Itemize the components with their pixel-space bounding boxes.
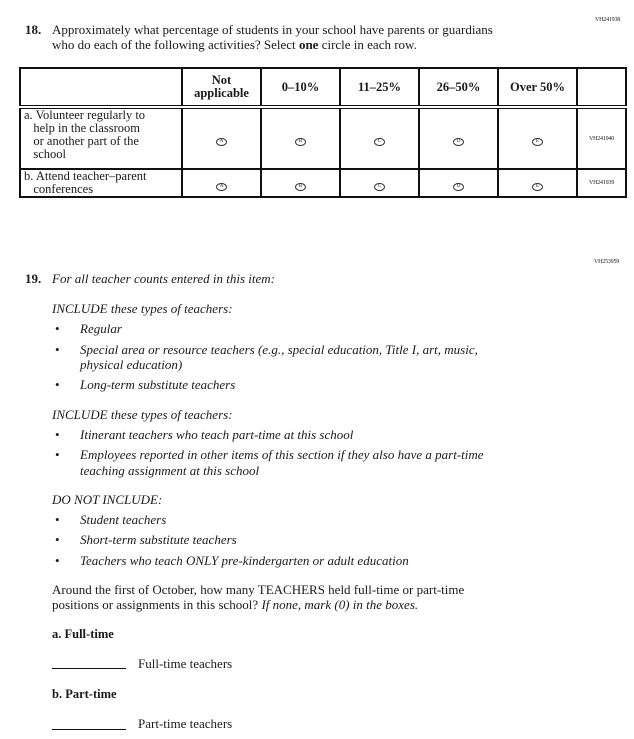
row-label: a. Volunteer regularly to help in the classroom or another part of the school — [20, 107, 182, 169]
part-time-input[interactable] — [52, 729, 126, 730]
column-header: Over 50% — [498, 68, 577, 107]
list-item: physical education) — [80, 357, 183, 372]
include-heading: INCLUDE these types of teachers: — [52, 407, 233, 422]
bullet-icon: • — [55, 427, 60, 442]
bullet-icon: • — [55, 553, 60, 568]
bullet-icon: • — [55, 447, 60, 462]
bullet-icon: • — [55, 377, 60, 392]
question-text: Approximately what percentage of students in your school have parents or guardians who do each of the following activities? Select one circle in each row. — [52, 22, 493, 52]
radio-e[interactable]: E — [532, 138, 543, 146]
table-row — [20, 169, 626, 197]
radio-a[interactable]: A — [216, 138, 227, 146]
intro-text: For all teacher counts entered in this item: — [52, 271, 275, 286]
radio-c[interactable]: C — [374, 138, 385, 146]
row-code: VH241940 — [577, 107, 626, 169]
question-number: 18. — [25, 22, 42, 37]
list-item: teaching assignment at this school — [80, 463, 260, 478]
question-text: Around the first of October, how many TEACHERS held full-time or part-time positions or assignments in this school? If none, mark (0) in the boxes. — [52, 582, 465, 612]
radio-e[interactable]: E — [532, 183, 543, 191]
column-header: 11–25% — [340, 68, 419, 107]
radio-b[interactable]: B — [295, 138, 306, 146]
item-code: VH241938 — [595, 17, 621, 23]
response-table — [19, 67, 627, 198]
include-heading: INCLUDE these types of teachers: — [52, 301, 233, 316]
part-time-label: b. Part-time — [52, 687, 117, 701]
list-item: Long-term substitute teachers — [80, 377, 236, 392]
full-time-label: a. Full-time — [52, 627, 114, 641]
table-row — [20, 107, 626, 169]
item-code: VH253959 — [594, 259, 620, 265]
full-time-input[interactable] — [52, 668, 126, 669]
list-item: Employees reported in other items of this section if they also have a part-time — [80, 447, 484, 462]
radio-b[interactable]: B — [295, 183, 306, 191]
bullet-icon: • — [55, 532, 60, 547]
list-item: Special area or resource teachers (e.g., special education, Title I, art, music, — [80, 342, 478, 357]
radio-a[interactable]: A — [216, 183, 227, 191]
row-code: VH241939 — [577, 169, 626, 197]
list-item: Teachers who teach ONLY pre-kindergarten or adult education — [80, 553, 409, 568]
column-header: 26–50% — [419, 68, 498, 107]
radio-c[interactable]: C — [374, 183, 385, 191]
row-label: b. Attend teacher–parent conferences — [20, 169, 182, 197]
part-time-unit: Part-time teachers — [138, 716, 233, 731]
list-item: Short-term substitute teachers — [80, 532, 237, 547]
full-time-unit: Full-time teachers — [138, 656, 233, 671]
list-item: Regular — [80, 321, 122, 336]
bullet-icon: • — [55, 342, 60, 357]
bullet-icon: • — [55, 512, 60, 527]
list-item: Itinerant teachers who teach part-time at this school — [80, 427, 354, 442]
list-item: Student teachers — [80, 512, 167, 527]
column-header: 0–10% — [261, 68, 340, 107]
radio-d[interactable]: D — [453, 183, 464, 191]
column-header: Not applicable — [182, 68, 261, 107]
question-number: 19. — [25, 271, 42, 286]
radio-d[interactable]: D — [453, 138, 464, 146]
exclude-heading: DO NOT INCLUDE: — [52, 492, 163, 507]
bullet-icon: • — [55, 321, 60, 336]
